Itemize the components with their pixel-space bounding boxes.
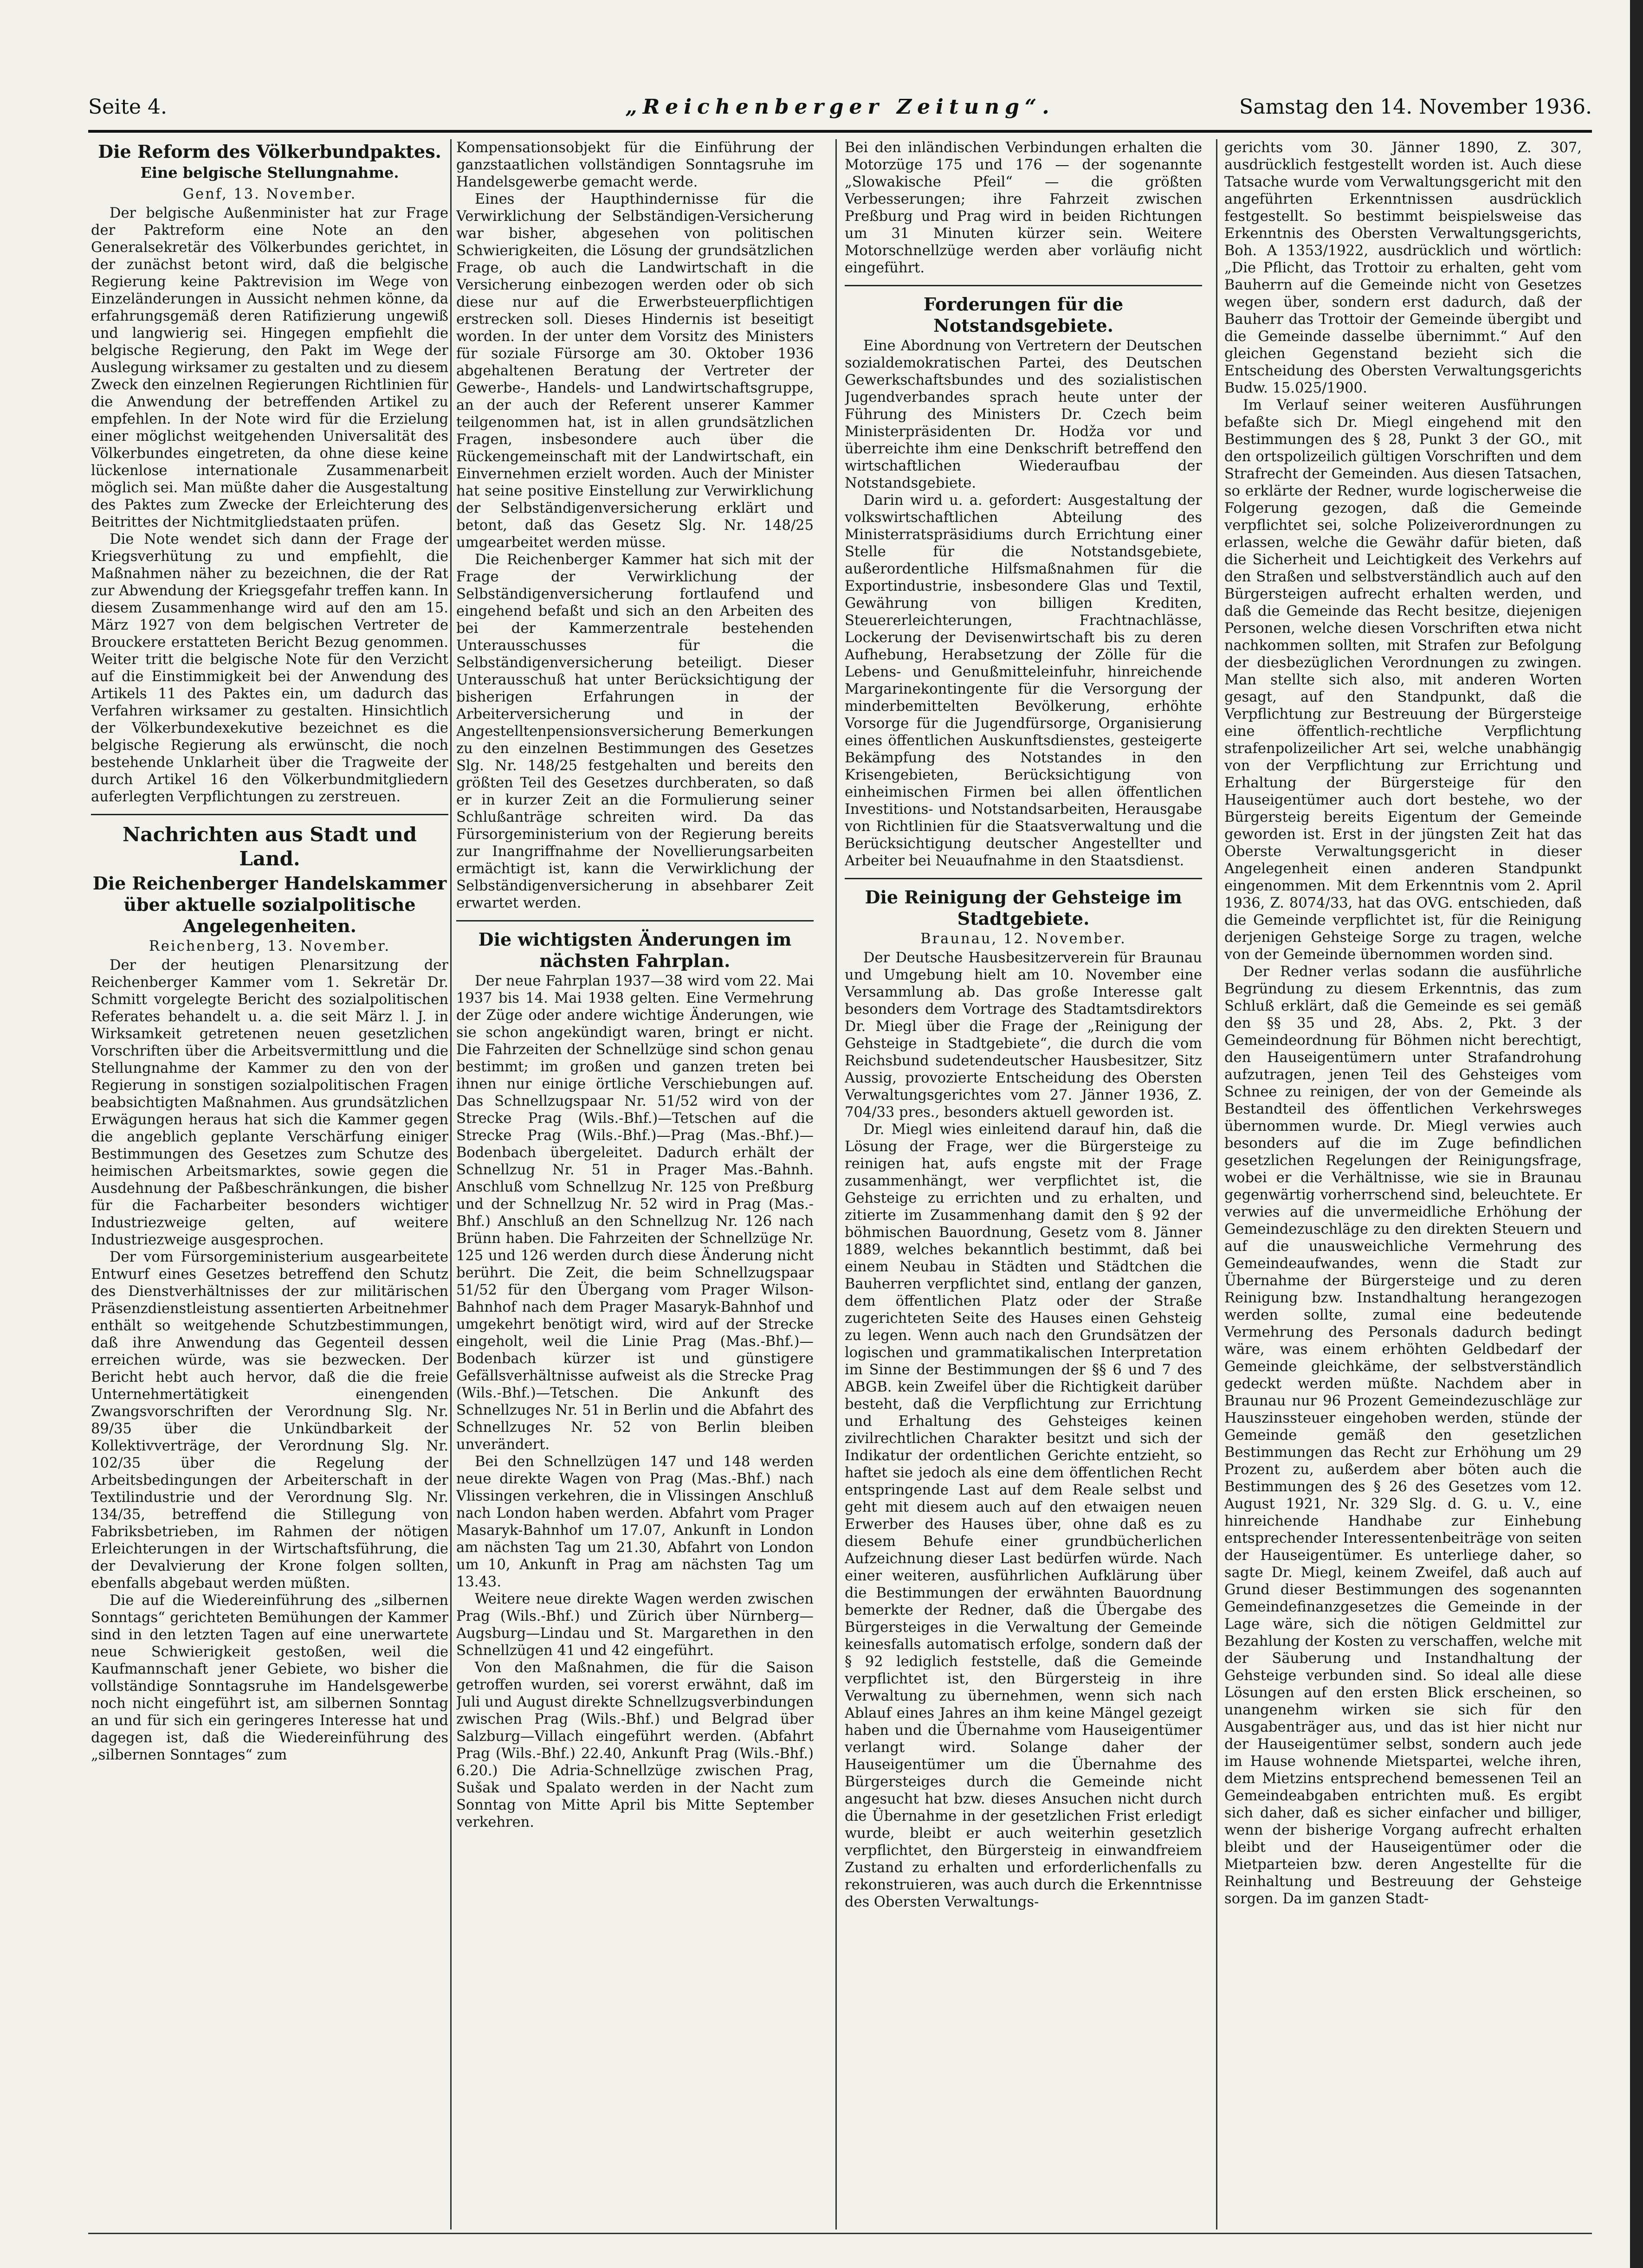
column-4 (1224, 139, 1582, 2236)
paragraph: Die auf die Wiedereinführung des „silbernen Sonntags“ gerichteten Bemühungen der Kammer sind in den letzten Tagen auf eine unerwartete neue Schwierigkeit gestoßen, weil die Kaufmannschaft jener Gebiete, wo bisher die vollständige Sonntagsruhe im Handelsgewerbe noch nicht eingeführt ist, am silbernen Sonntag an und für sich ein geringeres Interesse hat und dagegen ist, daß die Wiedereinführung des „silbernen Sonntages“ zum (91, 1592, 448, 1763)
footer-rule (88, 2233, 1592, 2234)
paragraph: gerichts vom 30. Jänner 1890, Z. 307, ausdrücklich festgestellt worden ist. Auch diese Tatsache wurde vom Verwaltungsgericht mit den angeführten Erkenntnissen ausdrücklich festgestellt. So bestimmt beispielsweise das Erkenntnis des Obersten Verwaltungsgerichts, Boh. A 1353/1922, ausdrücklich und wörtlich: „Die Pflicht, das Trottoir zu erhalten, geht vom Bauherrn auf die Gemeinde nicht von Gesetzes wegen über, sondern erst dadurch, daß der Bauherr das Trottoir der Gemeinde übergibt und die Gemeinde dasselbe übernimmt.“ Auf den gleichen Gegenstand bezieht sich die Entscheidung des Obersten Verwaltungsgerichts Budw. 15.025/1900. (1224, 140, 1582, 396)
article-headline: Die Reform des Völkerbundpaktes. (98, 141, 441, 162)
column-divider (1216, 139, 1217, 2229)
paragraph: Der der heutigen Plenarsitzung der Reichenberger Kammer vom 1. Sekretär Dr. Schmitt vorgelegte Bericht des sozialpolitischen Referates behandelt u. a. die seit März l. J. in Wirksamkeit getretenen neuen gesetzlichen Vorschriften über die Arbeitsvermittlung und die Stellungnahme der Kammer zu den von der Regierung in sonstigen sozialpolitischen Fragen beabsichtigten Maßnahmen. Aus grundsätzlichen Erwägungen heraus hat sich die Kammer gegen die angeblich geplante Verschärfung einiger Bestimmungen des Gesetzes zum Schutze des heimischen Arbeitsmarktes, sowie gegen die Ausdehnung der Paßbeschränkungen, die bisher für die Facharbeiter besonders wichtiger Industriezweige gelten, auf weitere Industriezweige ausgesprochen. (91, 957, 448, 1248)
scan-edge (1630, 0, 1643, 2268)
column-divider (835, 139, 837, 2229)
section-divider (91, 814, 448, 815)
paragraph: Der belgische Außenminister hat zur Frage der Paktreform eine Note an den Generalsekretär des Völkerbundes gerichtet, in der zunächst betont wird, daß die belgische Regierung keine Paktrevision im Wege von Einzeländerungen in Aussicht nehmen könne, da erfahrungsgemäß deren Ratifizierung ungewiß und langwierig sei. Hingegen empfiehlt die belgische Regierung, den Pakt im Wege der Auslegung wirksamer zu gestalten und zu diesem Zweck den einzelnen Regierungen Richtlinien für die Anwendung der betreffenden Artikel zu empfehlen. In der Note wird für die Erzielung einer möglichst weitgehenden Universalität des Völkerbundes eingetreten, da ohne diese keine lückenlose internationale Zusammenarbeit möglich sei. Man müßte daher die Ausgestaltung des Paktes zum Zwecke der Erleichterung des Beitrittes der Nichtmitgliedstaaten prüfen. (91, 205, 448, 530)
article-headline: Forderungen für die Notstandsgebiete. (923, 294, 1124, 336)
paragraph: Bei den Schnellzügen 147 und 148 werden neue direkte Wagen von Prag (Mas.-Bhf.) nach Vlissingen verkehren, die in Vlissingen Anschluß nach London haben werden. Abfahrt vom Prager Masaryk-Bahnhof um 17.07, Ankunft in London am nächsten Tag um 21.30, Abfahrt von London um 10, Ankunft in Prag am nächsten Tag um 13.43. (456, 1454, 814, 1590)
paragraph: Der neue Fahrplan 1937—38 wird vom 22. Mai 1937 bis 14. Mai 1938 gelten. Eine Vermehrung der Züge oder andere wichtige Änderungen, wie sie schon angekündigt waren, bringt er nicht. Die Fahrzeiten der Schnellzüge sind schon genau bestimmt; im großen und ganzen treten bei ihnen nur einige örtliche Verschiebungen auf. Das Schnellzugspaar Nr. 51/52 wird von der Strecke Prag (Wils.-Bhf.)—Tetschen auf die Strecke Prag (Wils.-Bhf.)—Prag (Mas.-Bhf.)—Bodenbach übergeleitet. Dadurch erhält der Schnellzug Nr. 51 in Prager Mas.-Bahnh. Anschluß vom Schnellzug Nr. 125 von Preßburg und der Schnellzug Nr. 52 wird in Prag (Mas.-Bhf.) Anschluß an den Schnellzug Nr. 126 nach Brünn haben. Die Fahrzeiten der Schnellzüge Nr. 125 und 126 werden durch diese Änderung nicht berührt. Die Zeit, die beim Schnellzugspaar 51/52 für den Übergang vom Prager Wilson-Bahnhof nach dem Prager Masaryk-Bahnhof und umgekehrt benötigt wird, wird auf der Strecke eingeholt, weil die Linie Prag (Mas.-Bhf.)—Bodenbach kürzer ist und günstigere Gefällsverhältnisse aufweist als die Strecke Prag (Wils.-Bhf.)—Tetschen. Die Ankunft des Schnellzuges Nr. 51 in Berlin und die Abfahrt des Schnellzuges Nr. 52 von Berlin bleiben unverändert. (456, 973, 814, 1453)
paragraph: Der Redner verlas sodann die ausführliche Begründung zu diesem Erkenntnis, das zum Schluß erklärt, daß die Gemeinde es sei gemäß den §§ 35 und 28, Abs. 2, Pkt. 3 der Gemeindeordnung für Böhmen nicht berechtigt, den Hauseigentümern unter Strafandrohung aufzutragen, jenen Teil des Gehsteiges vom Schnee zu reinigen, der von der Gemeinde als Bestandteil des öffentlichen Verkehrsweges übernommen wurde. Dr. Miegl verwies auch besonders auf die im Zuge befindlichen gesetzlichen Regelungen der Reinigungsfrage, wobei er die Verhältnisse, wie sie in Braunau gegenwärtig vorherrschend sind, beleuchtete. Er verwies auf die unvermeidliche Erhöhung der Gemeindezuschläge zu den direkten Steuern und auf die unausweichliche Vermehrung des Gemeindeaufwandes, wenn die Stadt zur Übernahme der Bürgersteige und zu deren Reinigung bzw. Instandhaltung herangezogen werden sollte, zumal eine bedeutende Vermehrung des Personals dadurch bedingt wäre, was einem erhöhten Geldbedarf der Gemeinde gleichkäme, der selbstverständlich gedeckt werden müßte. Nachdem aber in Braunau nur 96 Prozent Gemeindezuschläge zur Hauszinssteuer eingehoben werden, stünde der Gemeinde gemäß den gesetzlichen Bestimmungen das Recht zur Erhöhung um 29 Prozent zu, außerdem aber böten auch die Bestimmungen des § 26 des Gesetzes vom 12. August 1921, Nr. 329 Slg. d. G. u. V., eine hinreichende Handhabe zur Einhebung entsprechender Interessentenbeiträge von seiten der Hauseigentümer. Es unterliege daher, so sagte Dr. Miegl, keinem Zweifel, daß auch auf Grund dieser Bestimmungen des sogenannten Gemeindefinanzgesetzes die Gemeinde in der Lage wäre, sich die nötigen Geldmittel zur Bezahlung der Kosten zu verschaffen, welche mit der Säuberung und Instandhaltung der Gehsteige verbunden sind. So ideal alle diese Lösungen auf den ersten Blick erscheinen, so unangenehm wirken sie sich für den Ausgabenträger aus, und das ist hier nicht nur der Hauseigentümer selbst, sondern auch jede im Hause wohnende Mietspartei, welche ihren, dem Mietzins entsprechend bemessenen Teil an Gemeindeabgaben entrichten muß. Es ergibt sich daher, daß es sicher einfacher und billiger, wenn der bisherige Vorgang aufrecht erhalten bleibt und der Hauseigentümer oder die Mietparteien bzw. deren Angestellte für die Reinhaltung und Bestreuung der Gehsteige sorgen. Da im ganzen Stadt- (1224, 964, 1582, 1907)
paragraph: Die Reichenberger Kammer hat sich mit der Frage der Verwirklichung der Selbständigenversicherung fortlaufend und eingehend befaßt und sich an den Arbeiten des bei der Kammerzentrale bestehenden Unterausschusses für die Selbständigenversicherung beteiligt. Dieser Unterausschuß hat unter Berücksichtigung der bisherigen Erfahrungen in der Arbeiterversicherung und in der Angestelltenpensionsversicherung Bemerkungen zu den einzelnen Bestimmungen des Gesetzes Slg. Nr. 148/25 festgehalten und bereits den größten Teil des Gesetzes durchberaten, so daß er in kurzer Zeit an die Formulierung seiner Schlußanträge schreiten wird. Da das Fürsorgeministerium von der Regierung bereits zur Inangriffnahme der Novellierungsarbeiten ermächtigt ist, kann die Verwirklichung der Selbständigenversicherung in absehbarer Zeit erwartet werden. (456, 552, 814, 911)
column-2 (456, 139, 814, 2236)
column-divider (450, 139, 452, 2229)
paragraph: Dr. Miegl wies einleitend darauf hin, daß die Lösung der Frage, wer die Bürgersteige zu reinigen hat, aufs engste mit der Frage zusammenhängt, wer verpflichtet ist, die Gehsteige zu errichten und zu erhalten, und zitierte im Zusammenhang damit den § 92 der böhmischen Bauordnung, Gesetz vom 8. Jänner 1889, welches bekanntlich bestimmt, daß bei einem Neubau in Städten und Städtchen die Bauherren verpflichtet sind, entlang der ganzen, dem öffentlichen Platz oder der Straße zugerichteten Seite des Hauses einen Gehsteig zu legen. Wenn auch nach den Grundsätzen der logischen und grammatikalischen Interpretation im Sinne der Bestimmungen der §§ 6 und 7 des ABGB. kein Zweifel über die Richtigkeit darüber besteht, daß die Verpflichtung zur Errichtung und Erhaltung des Gehsteiges keinen zivilrechtlichen Charakter besitzt und sich der Indikatur der ordentlichen Gerichte entzieht, so haftet sie jedoch als eine dem öffentlichen Recht entspringende Last auf dem Reale selbst und geht mit diesem auch auf den etwaigen neuen Erwerber des Hauses über, ohne daß es zu diesem Behufe einer grundbücherlichen Aufzeichnung dieser Last bedürfen würde. Nach einer weiteren, ausführlichen Aufklärung über die Bestimmungen der erwähnten Bauordnung bemerkte der Redner, daß die Übergabe des Bürgersteiges in die Verwaltung der Gemeinde keinesfalls automatisch erfolge, sondern daß der § 92 lediglich feststelle, daß die Gemeinde verpflichtet ist, den Bürgersteig in ihre Verwaltung zu übernehmen, wenn sich nach Ablauf eines Jahres an ihm keine Mängel gezeigt haben und die Übernahme vom Hauseigentümer verlangt wird. Solange daher der Hauseigentümer um die Übernahme des Bürgersteiges durch die Gemeinde nicht angesucht hat bzw. dieses Ansuchen nicht durch die Übernahme in der gesetzlichen Frist erledigt wurde, bleibt er auch weiterhin gesetzlich verpflichtet, den Bürgersteig in einwandfreiem Zustand zu erhalten und erforderlichenfalls zu rekonstruieren, was auch durch die Erkenntnisse des Obersten Verwaltungs- (845, 1121, 1202, 1910)
section-title: Nachrichten aus Stadt und Land. (123, 823, 417, 870)
article-headline: Die Reichenberger Handelskammer über aktuelle sozialpolitische Angelegenheiten. (92, 873, 447, 936)
paragraph: Die Note wendet sich dann der Frage der Kriegsverhütung zu und empfiehlt, die Maßnahmen näher zu bezeichnen, die der Rat zur Abwendung der Kriegsgefahr treffen kann. In diesem Zusammenhange wird auf den am 15. März 1927 von dem belgischen Vertreter de Brouckere erstatteten Bericht Bezug genommen. Weiter tritt die belgische Note für den Verzicht auf die Einstimmigkeit bei der Anwendung des Artikels 11 des Paktes ein, um dadurch das Verfahren wirksamer zu gestalten. Hinsichtlich der Völkerbundexekutive bezeichnet es die belgische Regierung als erwünscht, die noch bestehende Unklarheit über die Tragweite der durch Artikel 16 den Völkerbundmitgliedern auferlegten Verpflichtungen zu zerstreuen. (91, 531, 448, 805)
paragraph: Weitere neue direkte Wagen werden zwischen Prag (Wils.-Bhf.) und Zürich über Nürnberg—Augsburg—Lindau und St. Margarethen in den Schnellzügen 41 und 42 eingeführt. (456, 1591, 814, 1659)
section-divider (845, 878, 1202, 879)
paragraph: Der vom Fürsorgeministerium ausgearbeitete Entwurf eines Gesetzes betreffend den Schutz des Dienstverhältnisses der zur militärischen Präsenzdienstleistung assentierten Arbeitnehmer enthält so weitgehende Schutzbestimmungen, daß ihre Anwendung das Gegenteil dessen erreichen würde, was sie bezwecken. Der Bericht hebt auch hervor, daß die die freie Unternehmertätigkeit einengenden Zwangsvorschriften der Verordnung Slg. Nr. 89/35 über die Unkündbarkeit der Kollektivverträge, der Verordnung Slg. Nr. 102/35 über die Regelung der Arbeitsbedingungen der Arbeiterschaft in der Textilindustrie und der Verordnung Slg. Nr. 134/35, betreffend die Stillegung von Fabriksbetrieben, im Rahmen der nötigen Erleichterungen in der Wirtschaftsführung, die der Devalvierung der Krone folgen sollten, ebenfalls abgebaut werden müßten. (91, 1249, 448, 1591)
paragraph: Von den Maßnahmen, die für die Saison getroffen wurden, sei vorerst erwähnt, daß im Juli und August direkte Schnellzugsverbindungen zwischen Prag (Wils.-Bhf.) und Belgrad über Salzburg—Villach eingeführt werden. (Abfahrt Prag (Wils.-Bhf.) 22.40, Ankunft Prag (Wils.-Bhf.) 6.20.) Die Adria-Schnellzüge zwischen Prag, Sušak und Spalato werden in der Nacht zum Sonntag von Mitte April bis Mitte September verkehren. (456, 1660, 814, 1830)
issue-date: Samstag den 14. November 1936. (1239, 95, 1592, 119)
dateline: Genf, 13. November. (182, 186, 357, 202)
paragraph: Eine Abordnung von Vertretern der Deutschen sozialdemokratischen Partei, des Deutschen Gewerkschaftsbundes und des sozialistischen Jugendverbandes sprach heute unter der Führung des Ministers Dr. Czech beim Ministerpräsidenten Dr. Hodža vor und überreichte ihm eine Denkschrift betreffend den wirtschaftlichen Wiederaufbau der Notstandsgebiete. (845, 338, 1202, 491)
newspaper-name: „Reichenberger Zeitung“. (625, 95, 1055, 119)
article-subheadline: Eine belgische Stellungnahme. (140, 164, 399, 181)
paragraph: Kompensationsobjekt für die Einführung der ganzstaatlichen vollständigen Sonntagsruhe im Handelsgewerbe gemacht werde. (456, 140, 814, 190)
header-rule (88, 130, 1592, 133)
article-headline: Die Reinigung der Gehsteige im Stadtgebiete. (865, 887, 1182, 929)
paragraph: Eines der Haupthindernisse für die Verwirklichung der Selbständigen-Versicherung war bisher, abgesehen von politischen Schwierigkeiten, die Lösung der grundsätzlichen Frage, ob auch die Landwirtschaft in die Versicherung einbezogen werden oder ob sich diese nur auf die Erwerbsteuerpflichtigen erstrecken soll. Dieses Hindernis ist beseitigt worden. In der unter dem Vorsitz des Ministers für soziale Fürsorge am 30. Oktober 1936 abgehaltenen Beratung der Vertreter der Gewerbe-, Handels- und Landwirtschaftsgruppe, an der auch der Referent unserer Kammer teilgenommen hat, ist in allen grundsätzlichen Fragen, insbesondere auch über die Rückengemeinschaft mit der Landwirtschaft, ein Einvernehmen erzielt worden. Auch der Minister hat seine positive Einstellung zur Verwirklichung der Selbständigenversicherung erklärt und betont, daß das Gesetz Slg. Nr. 148/25 umgearbeitet werden müsse. (456, 191, 814, 551)
section-divider (845, 285, 1202, 286)
dateline: Reichenberg, 13. November. (149, 938, 391, 954)
paragraph: Der Deutsche Hausbesitzerverein für Braunau und Umgebung hielt am 10. November eine Versammlung ab. Das große Interesse galt besonders dem Vortrage des Stadtamtsdirektors Dr. Miegl über die Frage der „Reinigung der Gehsteige in Stadtgebiete“, die durch die vom Reichsbund sudetendeutscher Hausbesitzer, Sitz Aussig, provozierte Entscheidung des Obersten Verwaltungsgerichtes vom 27. Jänner 1936, Z. 704/33 pres., besonders aktuell geworden ist. (845, 950, 1202, 1121)
paragraph: Darin wird u. a. gefordert: Ausgestaltung der volkswirtschaftlichen Abteilung des Ministerratspräsidiums durch Errichtung einer Stelle für die Notstandsgebiete, außerordentliche Hilfsmaßnahmen für die Exportindustrie, insbesondere Glas und Textil, Gewährung von billigen Krediten, Steuererleichterungen, Frachtnachlässe, Lockerung der Devisenwirtschaft bis zu deren Aufhebung, Herabsetzung der Zölle für die Lebens- und Genußmitteleinfuhr, hinreichende Margarinekontingente für die Versorgung der minderbemittelten Bevölkerung, erhöhte Vorsorge für die Jugendfürsorge, Organisierung eines öffentlichen Auskunftsdienstes, gesteigerte Bekämpfung des Notstandes in den Krisengebieten, Berücksichtigung von einheimischen Firmen bei allen öffentlichen Investitions- und Notstandsarbeiten, Herausgabe von Richtlinien für die Staatsverwaltung und die Berücksichtigung deutscher Angestellter und Arbeiter bei Neuaufnahme in den Staatsdienst. (845, 492, 1202, 869)
section-divider (456, 920, 814, 921)
paragraph: Bei den inländischen Verbindungen erhalten die Motorzüge 175 und 176 — der sogenannte „Slowakische Pfeil“ — die größten Verbesserungen; ihre Fahrzeit zwischen Preßburg und Prag wird in beiden Richtungen um 31 Minuten kürzer sein. Weitere Motorschnellzüge werden aber vorläufig nicht eingeführt. (845, 140, 1202, 276)
article-headline: Die wichtigsten Änderungen im nächsten Fahrplan. (478, 929, 792, 971)
paragraph: Im Verlauf seiner weiteren Ausführungen befaßte sich Dr. Miegl eingehend mit den Bestimmungen des § 28, Punkt 3 der GO., mit den ortspolizeilich gültigen Vorschriften und dem Strafrecht der Gemeinden. Aus diesen Tatsachen, so erklärte der Redner, wurde logischerweise die Folgerung gezogen, daß die Gemeinde verpflichtet sei, solche Polizeiverordnungen zu erlassen, welche die Gewähr dafür bieten, daß die Sicherheit und Leichtigkeit des Verkehrs auf den Straßen und selbstverständlich auch auf den Bürgersteigen aufrecht erhalten werden, und daß die Gemeinde das Recht besitze, diejenigen Personen, welche diesen Vorschriften etwa nicht nachkommen sollten, mit Strafen zur Befolgung der diesbezüglichen Verordnungen zu zwingen. Man stellte sich also, mit anderen Worten gesagt, auf den Standpunkt, daß die Verpflichtung zur Bestreuung der Bürgersteige eine öffentlich-rechtliche Verpflichtung strafenpolizeilicher Art sei, welche unabhängig von der Verpflichtung zur Errichtung und Erhaltung der Bürgersteige für den Hauseigentümer auch dort bestehe, wo der Bürgersteig bereits Eigentum der Gemeinde geworden ist. Erst in der jüngsten Zeit hat das Oberste Verwaltungsgericht in dieser Angelegenheit einen anderen Standpunkt eingenommen. Mit dem Erkenntnis vom 2. April 1936, Z. 8074/33, hat das OVG. entschieden, daß die Gemeinde verpflichtet ist, für die Reinigung derjenigen Gehsteige Sorge zu tragen, welche von der Gemeinde übernommen worden sind. (1224, 397, 1582, 963)
dateline: Braunau, 12. November. (920, 931, 1126, 947)
page-header (88, 95, 1592, 128)
column-3 (845, 139, 1202, 2236)
page-number: Seite 4. (88, 95, 167, 119)
column-1 (91, 139, 448, 2236)
